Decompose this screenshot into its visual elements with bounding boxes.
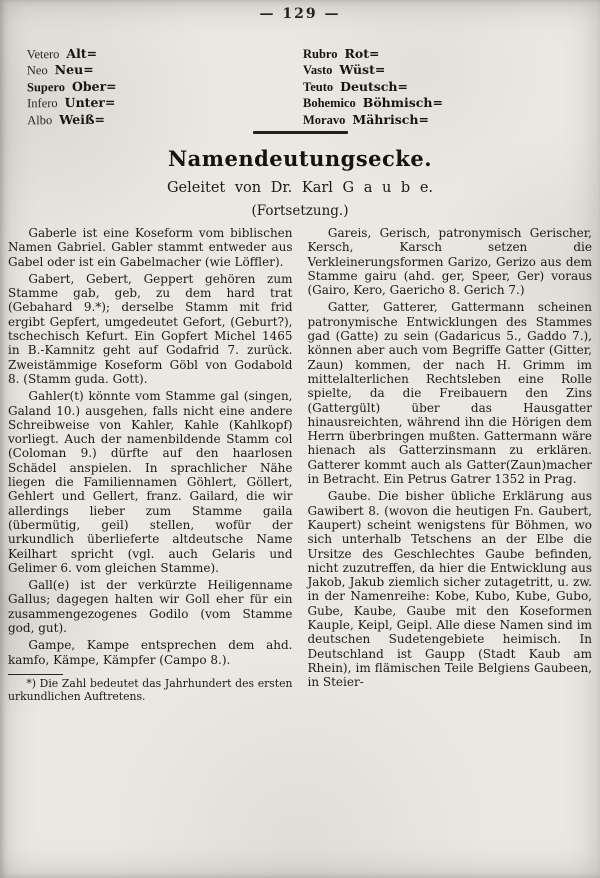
page-number: — 129 — xyxy=(259,6,341,22)
vocab-row xyxy=(303,46,443,62)
left-column xyxy=(8,226,293,703)
section-subtitle: Geleitet von Dr. Karl G a u b e. xyxy=(166,180,434,196)
paragraph-gareis: Gareis, Gerisch, patronymisch Gerischer, Kersch, Karsch setzen die Verkleinerungsformen Garizo, Gerizo aus dem Stamme gairu (ahd. ger, Speer, Ger) voraus (Gairo, Kero, Gaericho 8. Gerich 7.) xyxy=(307,226,592,298)
german-word: Unter= xyxy=(64,94,116,111)
section-divider xyxy=(253,131,348,134)
latin-word: Teuto xyxy=(303,79,334,94)
paragraph-gaube: Gaube. Die bisher übliche Erklärung aus Gawibert 8. (wovon die heutigen Fn. Gaubert, Kaupert) scheint wenigstens für Böhmen, wo sich unterhalb Tetschens an der Elbe die Ursitze des Geschlechtes Gaube befinden, nicht zuzutreffen, da hier die Entwicklung aus Jakob, Jakub ziemlich sicher zutagetritt, u. zw. in der Namenreihe: Kobe, Kubo, Kube, Gubo, Gube, Kaube, Gaube mit den Koseformen Kauple, Keipl, Geipl. Alle diese Namen sind im deutschen Sudetengebiete heimisch. In Deutschland ist Gaupp (Stadt Kaub am Rhein), im flämischen Teile Belgiens Gaubeen, in Steier- xyxy=(307,489,592,690)
german-word: Mährisch= xyxy=(352,111,429,127)
latin-word: Bohemico xyxy=(303,96,356,111)
vocabulary-list-right xyxy=(303,46,443,128)
section-continuation: (Fortsetzung.) xyxy=(251,203,349,219)
german-word: Deutsch= xyxy=(340,78,408,94)
german-word: Rot= xyxy=(344,46,380,61)
german-word: Weiß= xyxy=(59,111,105,127)
latin-word: Moravo xyxy=(303,112,346,127)
vocab-row xyxy=(303,95,443,111)
paragraph-gampe: Gampe, Kampe entsprechen dem ahd. kamfo, Kämpe, Kämpfer (Campo 8.). xyxy=(8,638,293,667)
vocab-row xyxy=(27,62,117,79)
latin-word: Vetero xyxy=(26,47,60,62)
vocab-row xyxy=(27,46,117,63)
latin-word: Neo xyxy=(26,63,48,78)
paragraph-gatter: Gatter, Gatterer, Gattermann scheinen patronymische Entwicklungen des Stammes gad (Gatte) zu sein (Gadaricus 5., Gaddo 7.), können aber auch vom Begriffe Gatter (Gitter, Zaun) kommen, der nach H. Grimm im mittelalterlichen Rechtsleben eine Rolle spielte, da die Freibauern den Zins (Gattergült) über das Hausgatter hinausreichten, während ihn die Hörigen dem Herrn überbringen mußten. Gattermann wäre hienach als Gatterzinsmann zu erklären. Gatterer kommt auch als Gatter(Zaun)macher in Betracht. Ein Petrus Gatrer 1352 in Prag. xyxy=(307,300,592,487)
paragraph-gaberle: Gaberle ist eine Koseform vom biblischen Namen Gabriel. Gabler stammt entweder aus Gabel oder ist ein Gabelmacher (wie Löffler). xyxy=(8,226,293,269)
right-column xyxy=(308,226,593,703)
german-word: Neu= xyxy=(54,62,94,78)
latin-word: Supero xyxy=(26,79,66,95)
latin-word: Albo xyxy=(27,112,53,127)
vocabulary-list-left xyxy=(27,46,117,129)
section-title: Namendeutungsecke. xyxy=(167,146,433,171)
german-word: Böhmisch= xyxy=(362,95,443,111)
vocab-row xyxy=(303,112,443,128)
footnote-divider xyxy=(8,674,63,675)
vocab-row xyxy=(27,78,117,95)
vocab-row xyxy=(27,95,117,112)
paragraph-gabert: Gabert, Gebert, Geppert gehören zum Stamme gab, geb, zu dem hard trat (Gebahard 9.*); derselbe Stamm mit frid ergibt Gepfert, umgedeutet Gefort, (Geburt?), tschechisch Kefurt. Ein Gopfert Michel 1465 in B.-Kamnitz geht auf Godafrid 7. zurück. Zweistämmige Koseform Göbl von Godabold 8. (Stamm guda. Gott). xyxy=(8,271,293,386)
vocab-row xyxy=(303,62,443,78)
german-word: Alt= xyxy=(66,45,98,62)
paragraph-galle: Gall(e) ist der verkürzte Heiligenname Gallus; dagegen halten wir Goll eher für ein zusammengezogenes Godilo (vom Stamme god, gut). xyxy=(8,578,293,636)
latin-word: Vasto xyxy=(303,63,333,78)
german-word: Ober= xyxy=(71,78,117,94)
text-columns xyxy=(8,226,592,703)
paragraph-gahler: Gahler(t) könnte vom Stamme gal (singen, Galand 10.) ausgehen, falls nicht eine andere Schreibweise von Kahler, Kahle (Kahlkopf) vorliegt. Auch der namenbildende Stamm col (Coloman 9.) dürfte auf den haarlosen Schädel anspielen. In sprachlicher Nähe liegen die Familiennamen Göhlert, Göllert, Gehlert und Gellert, franz. Gailard, die wir allerdings lieber zum Stamme gaila (übermütig, geil) stellen, wofür der urkundlich überlieferte altdeutsche Name Keilhart spricht (vgl. auch Gelaris und Gelimer 6. vom gleichen Stamme). xyxy=(8,389,293,575)
latin-word: Infero xyxy=(27,96,58,111)
vocab-row xyxy=(303,79,443,95)
latin-word: Rubro xyxy=(303,47,338,61)
german-word: Wüst= xyxy=(339,62,386,78)
footnote: *) Die Zahl bedeutet das Jahrhundert des ersten urkundlichen Auftretens. xyxy=(8,676,293,703)
vocab-row xyxy=(27,111,117,128)
